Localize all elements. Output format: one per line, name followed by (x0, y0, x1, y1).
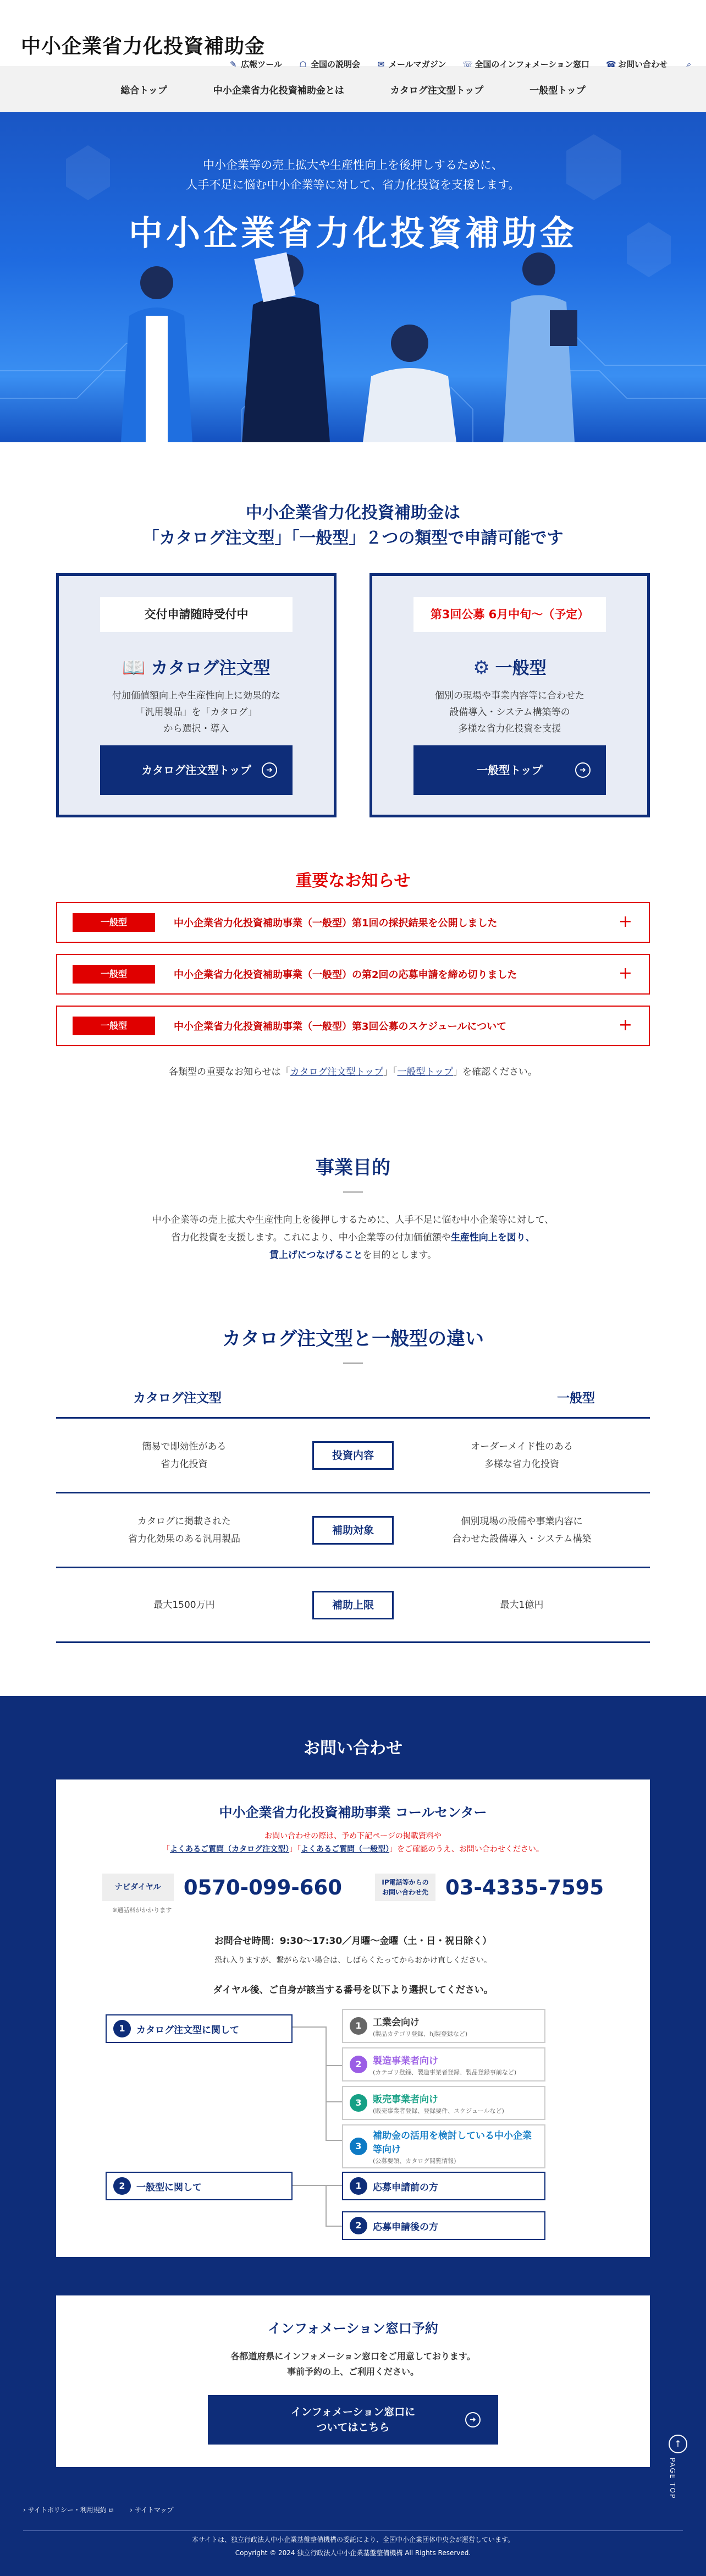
gnav-item-catalog[interactable]: カタログ注文型トップ (390, 85, 484, 96)
gnav-item-about[interactable]: 中小企業省力化投資補助金とは (213, 85, 344, 96)
mail-icon: ✉ (377, 59, 385, 69)
plus-icon: + (618, 912, 632, 931)
dial-sub-option: 1 工業会向け (製品カテゴリ登録、hj製登録など) (342, 2009, 545, 2043)
table-row: 簡易で即効性がある 省力化投資 投資内容 オーダーメイド性のある 多様な省力化投資 (56, 1419, 650, 1493)
card-catalog (56, 573, 337, 817)
footer-divider (23, 2530, 683, 2531)
header-link-contact[interactable]: ☎ お問い合わせ (605, 59, 668, 69)
column-head-general: 一般型 (557, 1391, 595, 1405)
call-center-title: 中小企業省力化投資補助事業 コールセンター (219, 1805, 487, 1820)
ip-phone-number[interactable]: 03-4335-7595 (445, 1875, 604, 1899)
gear-icon: ⚙ (473, 657, 490, 679)
hero-banner (0, 112, 706, 442)
footer-link-policy[interactable]: › サイトポリシー・利用規約 ⧉ (23, 2506, 114, 2514)
dial-sub-option: 3 補助金の活用を検討している中小企業等向け (公募要領、カタログ閲覧情報) (342, 2124, 545, 2168)
divider (343, 1191, 363, 1193)
plus-icon: + (618, 964, 632, 983)
notice-label: 一般型 (73, 965, 155, 984)
contact-section (0, 1696, 706, 2576)
dial-sub-option: 2 応募申請後の方 (342, 2211, 545, 2240)
call-center-box: 中小企業省力化投資補助事業 コールセンター お問い合わせの際は、予め下記ページの掲載資料や 「よくあるご質問（カタログ注文型）」「よくあるご質問（一般型）」をご確認のうえ、お問い合わせください。 ナビダイヤル 0570-099-660 IP電話等からの お問い合わせ先 03-4335-7595 ※通話料がかかります お問合せ時間：9:30〜17:30／月曜〜金曜（土・日・祝日除く） 恐れ入りますが、繋がらない場合は、しばらくたってからおかけ直しください。 ダイヤル後、ご自身が該当する番号を以下より選択してください。 1 カタログ注文型に関して 1 工業会向け (製品カテゴリ登録、hj製登録など) 2 製造事業者向け (カテゴリ登録、製造事業者登録、製品登録事前など) 3 販売事業者向け (販売事業者登録、登録要件、スケジュールなど) 3 補助金の活用を検討している中小企業等向け (公募要領、カタログ閲覧情報) 2 一般型に関して 1 応募申請前の方 2 応募申請後の方 (56, 1779, 650, 2257)
footer-link-sitemap[interactable]: › サイトマップ (130, 2506, 174, 2514)
info-desk-button[interactable]: インフォメーション窓口に ついてはこちら ➜ (208, 2395, 498, 2445)
card-title: カタログ注文型 (151, 658, 271, 678)
notice-label: 一般型 (73, 1017, 155, 1035)
card-title: 一般型 (495, 658, 547, 678)
header-link-briefing[interactable]: ☖ 全国の説明会 (299, 59, 360, 69)
site-logo[interactable]: 中小企業省力化投資補助金 (21, 35, 266, 58)
catalog-top-button[interactable]: カタログ注文型トップ ➜ (100, 745, 293, 795)
call-charge-note: ※通話料がかかります (112, 1907, 172, 1914)
comparison-table (56, 1388, 650, 1643)
gnav-item-general[interactable]: 一般型トップ (530, 85, 586, 96)
notice-label: 一般型 (73, 913, 155, 932)
catalog-top-link[interactable]: カタログ注文型トップ (290, 1067, 383, 1078)
row-label: 補助上限 (312, 1591, 394, 1619)
intro-heading: 中小企業省力化投資補助金は 「カタログ注文型」「一般型」２つの類型で申請可能です (142, 503, 564, 548)
search-icon: ⌕ (686, 59, 691, 69)
hero-title: 中小企業省力化投資補助金 (128, 213, 577, 253)
person-figure-center-left (242, 252, 330, 442)
dial-sub-option: 3 販売事業者向け (販売事業者登録、登録要件、スケジュールなど) (342, 2086, 545, 2120)
footer-nav (23, 2505, 174, 2514)
header-link-pr-tools[interactable]: ✎ 広報ツール (229, 59, 282, 69)
purpose-heading: 事業目的 (316, 1157, 390, 1179)
card-status-tag: 第3回公募 6月中旬〜（予定） (413, 597, 606, 632)
arrow-right-icon: ➜ (262, 762, 277, 778)
table-row: 最大1500万円 補助上限 最大1億円 (56, 1568, 650, 1643)
row-label: 投資内容 (312, 1441, 394, 1470)
general-top-button[interactable]: 一般型トップ ➜ (413, 745, 606, 795)
search-button[interactable] (684, 58, 693, 70)
phone-icon: ☏ (462, 59, 473, 69)
site-header (0, 0, 706, 69)
presentation-icon: ☖ (299, 59, 307, 69)
column-head-catalog: カタログ注文型 (133, 1391, 222, 1405)
dial-instruction: ダイヤル後、ご自身が該当する番号を以下より選択してください。 (213, 1985, 493, 1996)
navi-dial-label: ナビダイヤル (102, 1874, 174, 1901)
dial-sub-option: 2 製造事業者向け (カテゴリ登録、製造事業者登録、製品登録事前など) (342, 2047, 545, 2081)
arrow-right-icon: ➜ (465, 2412, 481, 2427)
plus-icon: + (618, 1015, 632, 1035)
megaphone-icon: ✎ (229, 59, 237, 69)
footer-copy: 本サイトは、独立行政法人中小企業基盤整備機構の委託により、全国中小企業団体中央会が運営しています。 Copyright © 2024 独立行政法人中小企業基盤整備機構 All Rights Reserved. (191, 2536, 515, 2557)
notices-heading: 重要なお知らせ (295, 871, 411, 891)
hero-lead: 中小企業等の売上拡大や生産性向上を後押しするために、 人手不足に悩む中小企業等に対して、省力化投資を支援します。 (186, 158, 520, 191)
card-description: 個別の現場や事業内容等に合わせた 設備導入・システム構築等の 多様な省力化投資を支援 (435, 690, 584, 734)
intro-section (0, 442, 706, 817)
comparison-heading: カタログ注文型と一般型の違い (222, 1328, 484, 1350)
business-hours: お問合せ時間：9:30〜17:30／月曜〜金曜（土・日・祝日除く） (214, 1936, 492, 1947)
card-status-tag: 交付申請随時受付中 (100, 597, 293, 632)
card-general (369, 573, 650, 817)
book-icon: 📖 (122, 657, 146, 679)
dial-sub-option: 1 応募申請前の方 (342, 2172, 545, 2200)
header-link-mail-magazine[interactable]: ✉ メールマガジン (377, 59, 446, 69)
dial-option-general: 2 一般型に関して (106, 2172, 293, 2200)
contact-heading: お問い合わせ (304, 1739, 402, 1758)
comparison-section (0, 1323, 706, 1643)
table-row: カタログに掲載された 省力化効果のある汎用製品 補助対象 個別現場の設備や事業内容に 合わせた設備導入・システム構築 (56, 1493, 650, 1568)
person-figure-left (121, 266, 192, 442)
dial-menu-tree (106, 2010, 600, 2241)
header-utility-links (229, 58, 693, 70)
info-desk-box: インフォメーション窓口予約 各都道府県にインフォメーション窓口をご用意しております。 事前予約の上、ご利用ください。 インフォメーション窓口に ついてはこちら ➜ (56, 2295, 650, 2467)
purpose-text: 中小企業等の売上拡大や生産性向上を後押しするために、人手不足に悩む中小企業等に対して、 省力化投資を支援します。これにより、中小企業等の付加価値額や生産性向上を図り、 賃上げにつなげることを目的とします。 (152, 1215, 554, 1261)
arrow-right-icon: ➜ (575, 762, 591, 778)
header-link-info-desk[interactable]: ☏ 全国のインフォメーション窓口 (462, 59, 589, 69)
purpose-section (0, 1152, 706, 1264)
person-figure-right (503, 252, 577, 442)
person-figure-center-right (363, 325, 456, 442)
notices-section (0, 867, 706, 1078)
notice-item[interactable]: 一般型 中小企業省力化投資補助事業（一般型）の第2回の応募申請を締め切りました + (56, 954, 650, 995)
page-top-button[interactable]: ↑ PAGE TOP (669, 2435, 687, 2499)
faq-general-link[interactable]: よくあるご質問（一般型） (301, 1845, 390, 1854)
retry-note: 恐れ入りますが、繋がらない場合は、しばらくたってからおかけ直しください。 (214, 1956, 492, 1965)
navi-dial-number[interactable]: 0570-099-660 (183, 1875, 342, 1899)
ip-phone-label: IP電話等からの お問い合わせ先 (375, 1874, 435, 1901)
info-desk-title: インフォメーション窓口予約 (268, 2321, 438, 2336)
gnav-item-top[interactable]: 総合トップ (120, 85, 167, 96)
phone-icon: ☎ (605, 59, 616, 69)
global-nav (0, 66, 706, 112)
notices-note: 各類型の重要なお知らせは「カタログ注文型トップ」「一般型トップ」を確認ください。 (169, 1067, 537, 1078)
faq-catalog-link[interactable]: よくあるご質問（カタログ注文型） (170, 1845, 290, 1854)
card-description: 付加価値額向上や生産性向上に効果的な 「汎用製品」を「カタログ」 から選択・導入 (112, 690, 280, 734)
type-cards (0, 573, 706, 817)
divider (343, 1363, 363, 1364)
dial-option-catalog: 1 カタログ注文型に関して (106, 2014, 293, 2043)
external-link-icon: ⧉ (108, 2506, 114, 2514)
notice-item[interactable]: 一般型 中小企業省力化投資補助事業（一般型）第3回公募のスケジュールについて + (56, 1006, 650, 1046)
row-label: 補助対象 (312, 1516, 394, 1545)
general-top-link[interactable]: 一般型トップ (397, 1067, 453, 1078)
arrow-up-icon: ↑ (669, 2435, 687, 2453)
notice-item[interactable]: 一般型 中小企業省力化投資補助事業（一般型）第1回の採択結果を公開しました + (56, 902, 650, 943)
